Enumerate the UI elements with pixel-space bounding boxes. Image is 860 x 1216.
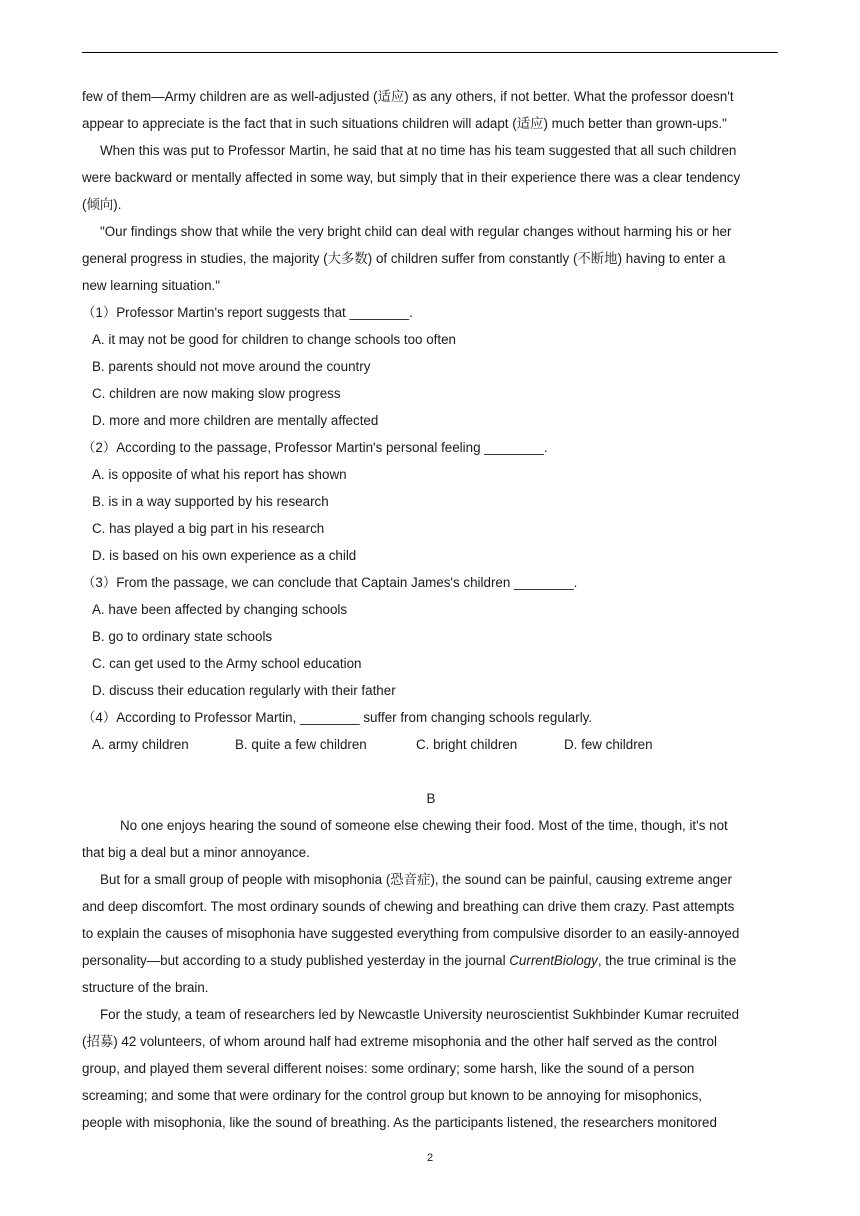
- question-stem: （2）According to the passage, Professor Martin's personal feeling ________.: [82, 440, 548, 455]
- passage-line: general progress in studies, the majority (大多数) of children suffer from constantly (不断地) having to enter a: [82, 251, 726, 266]
- answer-option: A. is opposite of what his report has shown: [92, 467, 347, 482]
- passage-line: structure of the brain.: [82, 980, 209, 995]
- passage-line: (招募) 42 volunteers, of whom around half had extreme misophonia and the other half served as the control: [82, 1034, 717, 1049]
- passage-line: new learning situation.": [82, 278, 220, 293]
- question-stem: （3）From the passage, we can conclude that Captain James's children ________.: [82, 575, 578, 590]
- passage-line: were backward or mentally affected in some way, but simply that in their experience there was a clear tendency: [82, 170, 741, 185]
- answer-option: C. bright children: [416, 737, 518, 752]
- text-run: personality—but according to a study published yesterday in the journal: [82, 953, 510, 968]
- answer-option: A. it may not be good for children to change schools too often: [92, 332, 457, 347]
- document-page: [82, 83, 782, 1136]
- question-stem: （1）Professor Martin's report suggests that ________.: [82, 305, 413, 320]
- answer-option: B. parents should not move around the country: [92, 359, 371, 374]
- passage-line: "Our findings show that while the very bright child can deal with regular changes without harming his or her: [100, 224, 732, 239]
- answer-option: C. children are now making slow progress: [92, 386, 341, 401]
- answer-option: D. discuss their education regularly with their father: [92, 683, 396, 698]
- passage-line: few of them—Army children are as well-adjusted (适应) as any others, if not better. What the professor doesn't: [82, 89, 734, 104]
- section-heading: B: [426, 791, 436, 806]
- answer-option: B. quite a few children: [235, 737, 367, 752]
- passage-line: appear to appreciate is the fact that in such situations children will adapt (适应) much better than grown-ups.": [82, 116, 727, 131]
- answer-option: C. can get used to the Army school education: [92, 656, 362, 671]
- page-number: 2: [426, 1152, 434, 1164]
- passage-line: group, and played them several different noises: some ordinary; some harsh, like the sound of a person: [82, 1061, 695, 1076]
- passage-line: people with misophonia, like the sound of breathing. As the participants listened, the researchers monitored: [82, 1115, 717, 1130]
- passage-line: (倾向).: [82, 197, 122, 212]
- answer-option: C. has played a big part in his research: [92, 521, 325, 536]
- header-rule: [82, 52, 778, 53]
- passage-line: that big a deal but a minor annoyance.: [82, 845, 310, 860]
- answer-options-row: [82, 731, 782, 758]
- passage-line: screaming; and some that were ordinary for the control group but known to be annoying for misophonics,: [82, 1088, 703, 1103]
- passage-line: and deep discomfort. The most ordinary sounds of chewing and breathing can drive them crazy. Past attempts: [82, 899, 735, 914]
- question-stem: （4）According to Professor Martin, ________ suffer from changing schools regularly.: [82, 710, 593, 725]
- answer-option: A. have been affected by changing schools: [92, 602, 348, 617]
- answer-option: D. more and more children are mentally affected: [92, 413, 379, 428]
- passage-line: [82, 947, 782, 974]
- text-run: , the true criminal is the: [597, 953, 737, 968]
- journal-name: CurrentBiology: [509, 953, 598, 968]
- passage-line: For the study, a team of researchers led by Newcastle University neuroscientist Sukhbinder Kumar recruited: [100, 1007, 740, 1022]
- section-gap: [82, 758, 782, 785]
- answer-option: A. army children: [92, 737, 189, 752]
- answer-option: D. is based on his own experience as a child: [92, 548, 357, 563]
- answer-option: B. go to ordinary state schools: [92, 629, 273, 644]
- passage-line: No one enjoys hearing the sound of someone else chewing their food. Most of the time, though, it's not: [120, 818, 728, 833]
- passage-line: When this was put to Professor Martin, he said that at no time has his team suggested that all such children: [100, 143, 737, 158]
- answer-option: B. is in a way supported by his research: [92, 494, 329, 509]
- passage-line: But for a small group of people with misophonia (恐音症), the sound can be painful, causing extreme anger: [100, 872, 732, 887]
- passage-line: to explain the causes of misophonia have suggested everything from compulsive disorder to an easily-annoyed: [82, 926, 740, 941]
- answer-option: D. few children: [564, 737, 653, 752]
